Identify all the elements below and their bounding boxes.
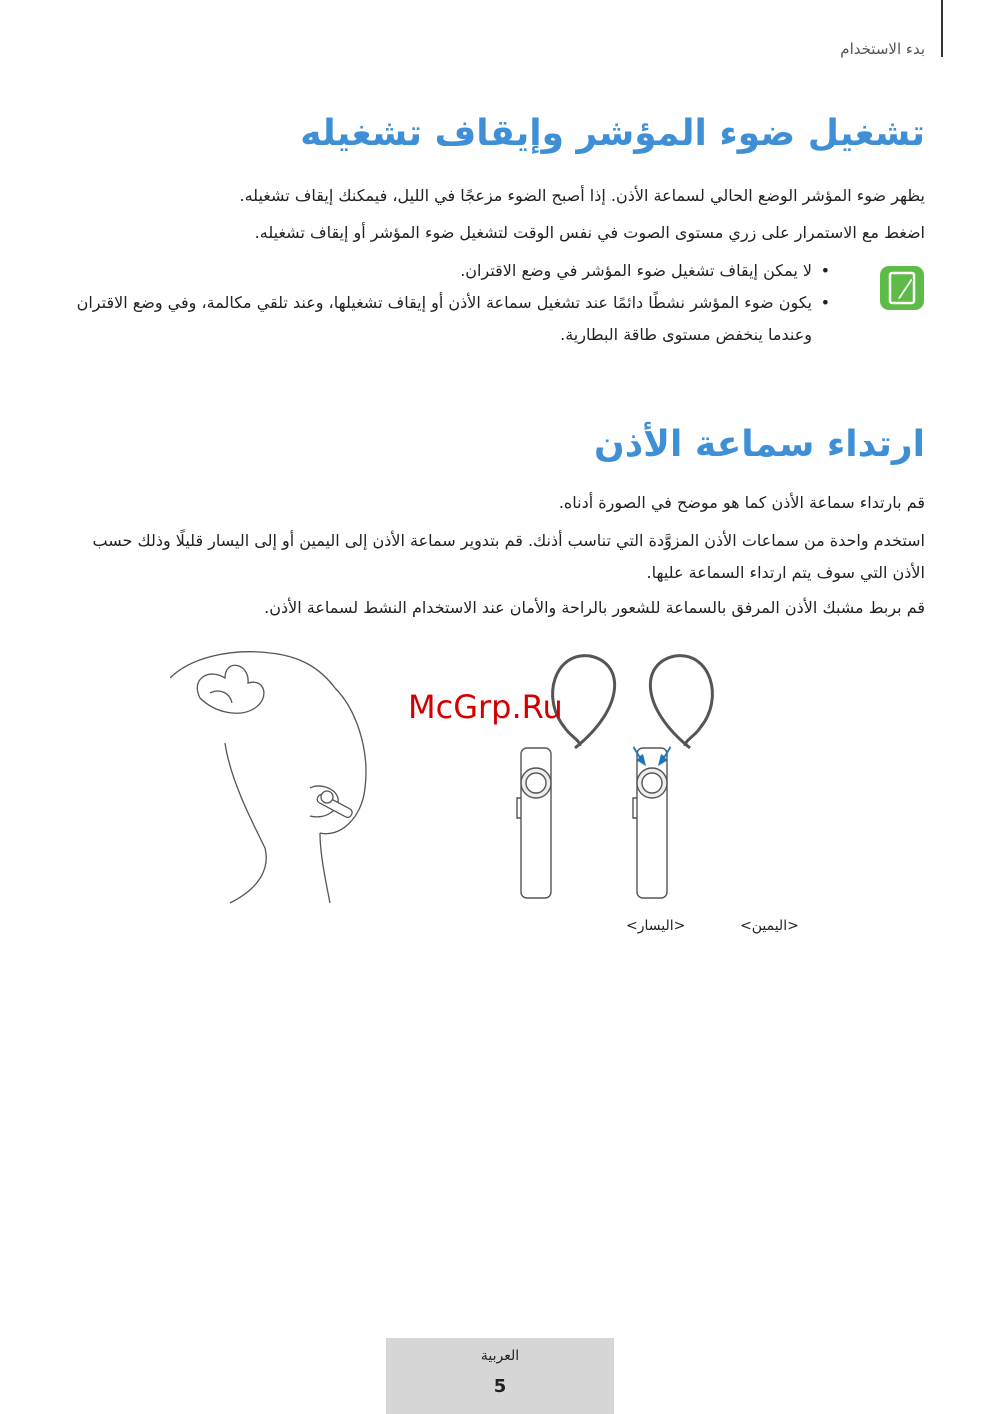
left-earphone — [633, 656, 712, 898]
header-divider — [941, 0, 943, 57]
footer-language: العربية — [480, 1348, 520, 1364]
section-header: بدء الاستخدام — [840, 40, 925, 58]
list-item-text: لا يمكن إيقاف تشغيل ضوء المؤشر في وضع الاقتران. — [460, 261, 812, 280]
notes-list — [70, 255, 830, 351]
figure-caption-left: <اليسار> — [626, 918, 686, 934]
head-illustration — [170, 652, 366, 903]
figure-caption-right: <اليمين> — [740, 918, 799, 934]
earphone-on-head — [316, 791, 354, 819]
watermark: McGrp.Ru — [408, 688, 563, 726]
list-item — [70, 287, 830, 351]
section-title-indicator-light: تشغيل ضوء المؤشر وإيقاف تشغيله — [300, 113, 925, 154]
paragraph: قم بربط مشبك الأذن المرفق بالسماعة للشعور بالراحة والأمان عند الاستخدام النشط لسماعة الأذن. — [264, 598, 925, 617]
bullet-marker: • — [820, 261, 830, 280]
pencil-note-icon — [880, 266, 924, 310]
section-title-wearing: ارتداء سماعة الأذن — [593, 424, 925, 465]
list-item-text: يكون ضوء المؤشر نشطًا دائمًا عند تشغيل سماعة الأذن أو إيقاف تشغيلها، وعند تلقي مكالمة، وفي وضع الاقتران وعندما ينخفض مستوى طاقة البطارية. — [76, 293, 812, 344]
bullet-marker: • — [820, 293, 830, 312]
paragraph: يظهر ضوء المؤشر الوضع الحالي لسماعة الأذن. إذا أصبح الضوء مزعجًا في الليل، فيمكنك إيقاف تشغيله. — [239, 186, 925, 205]
paragraph: اضغط مع الاستمرار على زري مستوى الصوت في نفس الوقت لتشغيل ضوء المؤشر أو إيقاف تشغيله. — [254, 223, 925, 242]
page-number: 5 — [493, 1376, 507, 1397]
list-item — [70, 255, 830, 287]
paragraph: قم بارتداء سماعة الأذن كما هو موضح في الصورة أدناه. — [558, 493, 925, 512]
paragraph: استخدم واحدة من سماعات الأذن المزوَّدة التي تناسب أذنك. قم بتدوير سماعة الأذن إلى اليمين أو إلى اليسار قليلًا وذلك حسب الأذن التي سوف يتم ارتداء السماعة عليها. — [92, 531, 925, 582]
wearing-illustration — [170, 648, 850, 908]
footer — [386, 1338, 614, 1414]
